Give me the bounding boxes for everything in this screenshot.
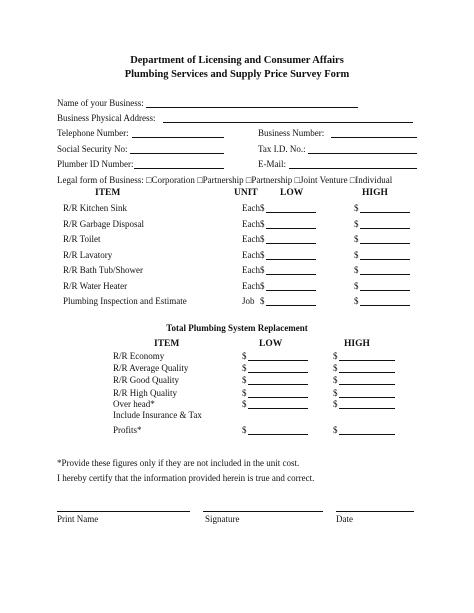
low-currency-sign: $: [242, 351, 247, 361]
high-price-field[interactable]: [339, 372, 395, 373]
low-price-field[interactable]: [266, 305, 316, 306]
business-number-field[interactable]: [331, 137, 417, 138]
unit-row-item: R/R Kitchen Sink: [63, 203, 128, 213]
unit-row-unit: Each: [242, 234, 260, 244]
business-address-label: Business Physical Address:: [57, 113, 156, 123]
system-row-item: R/R Good Quality: [113, 375, 180, 385]
low-currency-sign: $: [260, 203, 265, 213]
checkbox-partnership-1[interactable]: □: [197, 175, 203, 185]
low-currency-sign: $: [242, 425, 247, 435]
high-currency-sign: $: [333, 363, 338, 373]
telephone-label: Telephone Number:: [57, 128, 129, 138]
low-currency-sign: $: [260, 296, 265, 306]
high-price-field[interactable]: [339, 397, 395, 398]
form-title-line1: Department of Licensing and Consumer Affairs: [130, 55, 344, 66]
telephone-field[interactable]: [132, 137, 224, 138]
email-field[interactable]: [289, 168, 417, 169]
low-price-field[interactable]: [248, 408, 308, 409]
legal-form-row: [57, 175, 392, 185]
high-price-field[interactable]: [339, 434, 395, 435]
tax-id-label: Tax I.D. No.:: [258, 144, 306, 154]
date-label: Date: [336, 514, 353, 524]
high-price-field[interactable]: [339, 384, 395, 385]
high-currency-sign: $: [333, 375, 338, 385]
low-price-field[interactable]: [266, 259, 316, 260]
unit-row-unit: Each: [242, 265, 260, 275]
low-price-field[interactable]: [266, 228, 316, 229]
checkbox-corporation[interactable]: □: [146, 175, 152, 185]
low-currency-sign: $: [260, 249, 265, 260]
low-price-field[interactable]: [266, 243, 316, 244]
note-figures: *Provide these figures only if they are not included in the unit cost.: [57, 458, 300, 468]
unit-row-unit: Each: [242, 218, 260, 229]
high-currency-sign: $: [354, 280, 359, 291]
unit-row-item: R/R Lavatory: [63, 249, 113, 260]
unit-row-unit: Each: [242, 249, 260, 260]
unit-table-header-low: LOW: [280, 188, 304, 198]
high-currency-sign: $: [354, 249, 359, 260]
low-price-field[interactable]: [248, 397, 308, 398]
option-corporation: Corporation: [151, 175, 195, 185]
system-row-item: R/R Economy: [113, 351, 165, 361]
high-price-field[interactable]: [360, 305, 410, 306]
low-price-field[interactable]: [266, 274, 316, 275]
business-address-field[interactable]: [163, 122, 413, 123]
high-currency-sign: $: [333, 388, 338, 398]
system-table-title: Total Plumbing System Replacement: [166, 323, 308, 333]
low-price-field[interactable]: [248, 360, 308, 361]
system-row-item: R/R Average Quality: [113, 363, 189, 373]
form-title-line2: Plumbing Services and Supply Price Survey Form: [124, 69, 350, 80]
high-currency-sign: $: [354, 203, 359, 213]
system-row-item: Over head*: [113, 399, 155, 409]
signature-label: Signature: [205, 514, 240, 524]
system-table-header-low: LOW: [259, 339, 283, 349]
checkbox-individual[interactable]: □: [349, 175, 356, 185]
checkbox-joint-venture[interactable]: □: [294, 175, 300, 185]
plumber-id-field[interactable]: [134, 168, 224, 169]
unit-row-item: Plumbing Inspection and Estimate: [63, 296, 187, 306]
date-line[interactable]: [336, 511, 414, 512]
high-price-field[interactable]: [339, 408, 395, 409]
low-price-field[interactable]: [266, 290, 316, 291]
low-price-field[interactable]: [266, 212, 316, 213]
unit-table-header-unit: UNIT: [234, 188, 258, 198]
high-price-field[interactable]: [360, 228, 410, 229]
high-currency-sign: $: [354, 234, 359, 244]
email-label: E-Mail:: [258, 159, 286, 169]
high-currency-sign: $: [333, 351, 338, 361]
low-currency-sign: $: [260, 265, 265, 275]
business-number-label: Business Number:: [258, 128, 325, 138]
high-price-field[interactable]: [360, 212, 410, 213]
system-row-item: R/R High Quality: [113, 388, 178, 398]
unit-row-unit: Each: [242, 203, 260, 213]
low-currency-sign: $: [260, 218, 265, 229]
legal-form-label: Legal form of Business:: [57, 175, 144, 185]
ssn-field[interactable]: [130, 153, 224, 154]
unit-row-unit: Each: [242, 280, 260, 291]
high-price-field[interactable]: [360, 259, 410, 260]
high-currency-sign: $: [354, 296, 359, 306]
option-partnership-2: Partnership: [251, 175, 293, 185]
print-name-line[interactable]: [57, 511, 190, 512]
tax-id-field[interactable]: [308, 153, 417, 154]
system-row-item: Profits*: [113, 425, 142, 435]
low-price-field[interactable]: [248, 372, 308, 373]
signature-line[interactable]: [203, 511, 323, 512]
unit-row-item: R/R Toilet: [63, 234, 101, 244]
low-price-field[interactable]: [248, 434, 308, 435]
system-table-header-high: HIGH: [344, 339, 370, 349]
low-price-field[interactable]: [248, 384, 308, 385]
low-currency-sign: $: [242, 399, 247, 409]
low-currency-sign: $: [260, 280, 265, 291]
low-currency-sign: $: [242, 363, 247, 373]
high-currency-sign: $: [354, 265, 359, 275]
high-currency-sign: $: [354, 218, 359, 229]
unit-row-item: R/R Garbage Disposal: [63, 218, 144, 229]
high-price-field[interactable]: [360, 290, 410, 291]
checkbox-partnership-2[interactable]: □: [245, 175, 252, 185]
option-joint-venture: Joint Venture: [300, 175, 348, 185]
unit-row-item: R/R Water Heater: [63, 280, 128, 291]
system-row-item: Include Insurance & Tax: [113, 410, 202, 420]
low-currency-sign: $: [242, 388, 247, 398]
high-currency-sign: $: [333, 425, 338, 435]
business-name-label: Name of your Business:: [57, 98, 144, 108]
high-price-field[interactable]: [360, 243, 410, 244]
unit-table-header-item: ITEM: [95, 188, 121, 198]
plumber-id-label: Plumber ID Number:: [57, 159, 134, 169]
note-certify: I hereby certify that the information provided herein is true and correct.: [57, 473, 315, 483]
high-currency-sign: $: [333, 399, 338, 409]
business-name-field[interactable]: [146, 107, 358, 108]
system-table-header-item: ITEM: [154, 339, 180, 349]
ssn-label: Social Security No:: [57, 144, 128, 154]
low-currency-sign: $: [242, 375, 247, 385]
option-partnership-1: Partnership: [202, 175, 244, 185]
high-price-field[interactable]: [339, 360, 395, 361]
option-individual: Individual: [355, 175, 393, 185]
unit-row-item: R/R Bath Tub/Shower: [63, 265, 144, 275]
unit-row-unit: Job: [242, 296, 255, 306]
low-currency-sign: $: [260, 234, 265, 244]
print-name-label: Print Name: [57, 514, 99, 524]
high-price-field[interactable]: [360, 274, 410, 275]
unit-table-header-high: HIGH: [362, 188, 388, 198]
